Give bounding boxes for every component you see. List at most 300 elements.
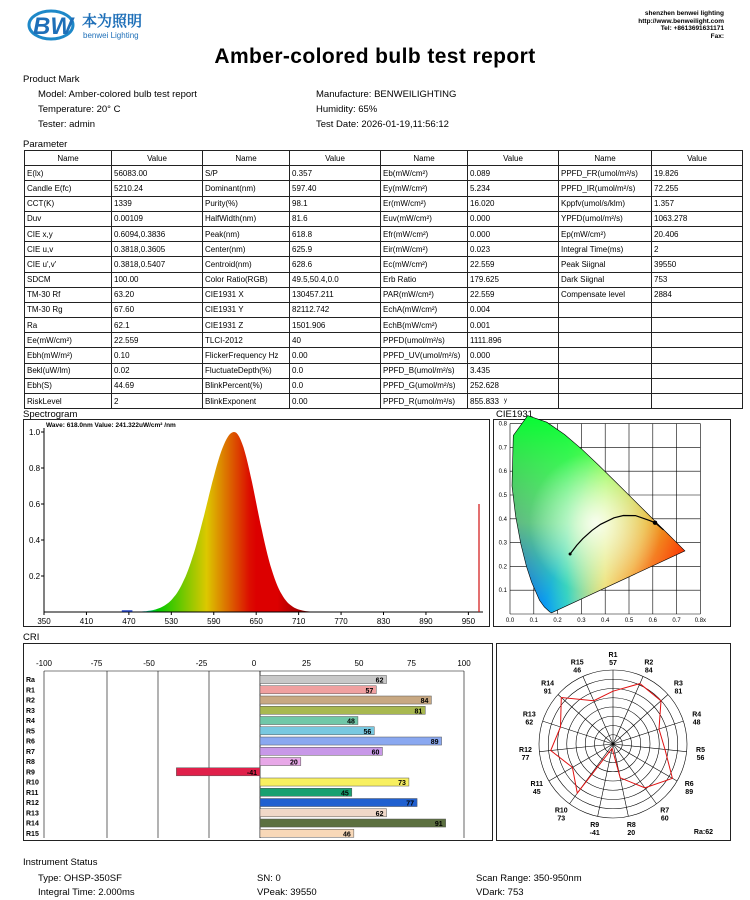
parameter-name-cell: Center(nm) [203, 242, 290, 257]
cie-x-tick-label: 0.2 [553, 618, 562, 624]
parameter-name-cell: RiskLevel [25, 394, 112, 409]
cri-bar-value-r4: 48 [347, 718, 355, 726]
parameter-value-cell: 39550 [652, 257, 743, 272]
cri-bar-value-r10: 73 [398, 780, 406, 787]
cie-x-tick-label: 0.5 [624, 618, 634, 624]
parameter-name-cell: EchA(mW/cm²) [381, 302, 468, 317]
spectrogram-x-tick-label: 830 [376, 617, 391, 626]
radar-value-r14: 91 [543, 688, 552, 696]
parameter-name-cell: Peak Siignal [559, 257, 652, 272]
parameter-value-cell: 44.69 [112, 378, 203, 393]
parameter-value-cell: 19.826 [652, 166, 743, 181]
instrument-status-label: Instrument Status [23, 857, 98, 868]
instrument-vpeak: VPeak: 39550 [257, 887, 317, 898]
parameter-row [25, 333, 743, 348]
radar-label-r10: R10 [554, 807, 568, 815]
parameter-header-cell: Name [203, 151, 290, 166]
spectrogram-chart [24, 420, 489, 626]
radar-label-r6: R6 [684, 781, 694, 788]
cie-x-tick-label: 0.3 [577, 618, 586, 624]
parameter-value-cell: 0.000 [468, 211, 559, 226]
parameter-name-cell: Kppfv(umol/s/klm) [559, 196, 652, 211]
cri-axis-tick-label: 100 [457, 659, 471, 668]
radar-ra-label: Ra:62 [693, 829, 713, 836]
parameter-table [24, 150, 743, 409]
parameter-value-cell: 2 [112, 394, 203, 409]
parameter-name-cell: Eir(mW/cm²) [381, 242, 468, 257]
radar-value-r15: 46 [573, 667, 582, 675]
cri-bar-value-ra: 62 [375, 677, 384, 685]
parameter-name-cell: PPFD(umol/m²/s) [381, 333, 468, 348]
parameter-value-cell: 22.559 [112, 333, 203, 348]
cie-y-tick-label: 0.7 [498, 445, 507, 452]
cri-row-label: R6 [26, 738, 35, 746]
cri-row-label: R10 [26, 779, 39, 787]
logo-letters: BW [33, 13, 73, 40]
parameter-header-cell: Name [559, 151, 652, 166]
cie-x-tick-label: 0.8x [694, 618, 707, 624]
company-tel: Tel: +8613691631171 [660, 25, 724, 32]
radar-value-r12: 77 [521, 754, 530, 762]
parameter-name-cell: Duv [25, 211, 112, 226]
cie1931-label: CIE1931 [496, 409, 533, 420]
parameter-value-cell: 0.02 [112, 363, 203, 378]
parameter-value-cell: 2884 [652, 287, 743, 302]
cri-axis-tick-label: -50 [143, 659, 155, 668]
parameter-name-cell: PAR(mW/cm²) [381, 287, 468, 302]
parameter-header-cell: Value [652, 151, 743, 166]
cri-row-label: R1 [26, 687, 35, 695]
cie-x-tick-label: 0.6 [648, 618, 657, 624]
cri-bar-r11 [260, 788, 352, 796]
spectrogram-x-tick-label: 710 [291, 617, 306, 626]
radar-value-r11: 45 [532, 789, 541, 796]
cri-row-label: R14 [26, 820, 39, 828]
spectrogram-x-tick-label: 770 [334, 617, 348, 626]
parameter-value-cell: 72.255 [652, 181, 743, 196]
spectrogram-label: Spectrogram [23, 409, 78, 420]
instrument-scan-range: Scan Range: 350-950nm [476, 873, 582, 884]
parameter-value-cell: 22.559 [468, 287, 559, 302]
tester-text: Tester: admin [38, 119, 96, 130]
parameter-name-cell: Purity(%) [203, 196, 290, 211]
parameter-name-cell: FlickerFrequency Hz [203, 348, 290, 363]
parameter-value-cell: 63.20 [112, 287, 203, 302]
spectrogram-y-tick-label: 1.0 [29, 428, 41, 437]
radar-label-r4: R4 [692, 711, 702, 719]
cri-axis-tick-label: 25 [302, 659, 311, 668]
cri-label: CRI [23, 632, 40, 643]
cri-bar-r3 [260, 706, 425, 714]
parameter-header-row [25, 151, 743, 166]
parameter-name-cell: Color Ratio(RGB) [203, 272, 290, 287]
radar-spoke [613, 721, 683, 744]
parameter-value-cell: 130457.211 [290, 287, 381, 302]
cri-bar-value-r13: 62 [375, 810, 384, 818]
cri-row-label: R15 [26, 830, 39, 838]
radar-value-r7: 60 [660, 815, 669, 823]
spectrogram-x-tick-label: 890 [419, 617, 433, 626]
parameter-header-cell: Name [25, 151, 112, 166]
parameter-name-cell: PPFD_G(umol/m²/s) [381, 378, 468, 393]
cri-row-label: R11 [26, 789, 39, 797]
parameter-name-cell: TM-30 Rg [25, 302, 112, 317]
parameter-name-cell: PPFD_UV(umol/m²/s) [381, 348, 468, 363]
parameter-value-cell: 0.00109 [112, 211, 203, 226]
radar-label-r5: R5 [696, 746, 705, 754]
parameter-name-cell: BlinkExponent [203, 394, 290, 409]
parameter-value-cell: 16.020 [468, 196, 559, 211]
company-logo [26, 8, 216, 42]
cie-x-tick-label: 0.4 [601, 618, 610, 624]
parameter-value-cell: 1.357 [652, 196, 743, 211]
parameter-name-cell [559, 394, 652, 409]
radar-label-r3: R3 [673, 680, 683, 688]
cri-bar-r2 [260, 696, 431, 704]
parameter-name-cell: Integral Time(ms) [559, 242, 652, 257]
cie-y-tick-label: 0.1 [498, 588, 507, 595]
parameter-value-cell: 40 [290, 333, 381, 348]
parameter-name-cell: EchB(mW/cm²) [381, 318, 468, 333]
radar-value-r1: 57 [609, 660, 617, 667]
parameter-value-cell: 0.023 [468, 242, 559, 257]
cri-bar-value-r3: 81 [414, 708, 423, 716]
radar-spoke [543, 721, 613, 744]
parameter-value-cell [652, 378, 743, 393]
radar-label-r2: R2 [644, 659, 654, 667]
parameter-value-cell: 100.00 [112, 272, 203, 287]
radar-value-r10: 73 [557, 815, 566, 823]
instrument-integral-time: Integral Time: 2.000ms [38, 887, 135, 898]
parameter-name-cell: PPFD_FR(umol/m²/s) [559, 166, 652, 181]
parameter-header-cell: Name [381, 151, 468, 166]
parameter-header-cell: Value [112, 151, 203, 166]
cri-row-label: R13 [26, 810, 39, 818]
cie-y-tick-label: y [504, 397, 507, 404]
cie-y-tick-label: 0.2 [498, 564, 507, 571]
cie-y-tick-label: 0.5 [498, 493, 507, 499]
cri-row-label: R7 [26, 748, 35, 756]
parameter-value-cell [652, 302, 743, 317]
cri-bar-r12 [260, 799, 417, 807]
parameter-value-cell: 0.0 [290, 363, 381, 378]
radar-label-r14: R14 [541, 680, 555, 688]
radar-value-r6: 89 [685, 789, 694, 796]
company-url[interactable]: http://www.benweilight.com [638, 17, 724, 25]
report-title: Amber-colored bulb test report [214, 45, 536, 68]
cri-row-label: Ra [26, 677, 35, 684]
spectrogram-x-tick-label: 950 [461, 617, 476, 626]
parameter-name-cell: Bekl(uW/lm) [25, 363, 112, 378]
cri-row-label: R9 [26, 769, 35, 777]
cie-y-tick-label: 0.3 [498, 540, 507, 547]
parameter-value-cell: 179.625 [468, 272, 559, 287]
parameter-value-cell: 0.004 [468, 302, 559, 317]
parameter-row [25, 318, 743, 333]
parameter-row [25, 348, 743, 363]
parameter-name-cell: CCT(K) [25, 196, 112, 211]
parameter-name-cell: S/P [203, 166, 290, 181]
radar-value-r13: 62 [525, 719, 534, 727]
parameter-value-cell: 0.357 [290, 166, 381, 181]
cri-row-label: R2 [26, 697, 35, 705]
parameter-name-cell: CIE u,v [25, 242, 112, 257]
parameter-row [25, 196, 743, 211]
cie-locus-start [569, 552, 572, 555]
cri-bar-r7 [260, 747, 382, 755]
parameter-header-cell: Value [468, 151, 559, 166]
parameter-row [25, 287, 743, 302]
radar-label-r9: R9 [590, 822, 600, 830]
parameter-name-cell: CIE x,y [25, 226, 112, 241]
radar-label-r8: R8 [626, 822, 636, 830]
cri-bar-value-r14: 91 [434, 821, 443, 828]
parameter-value-cell: 625.9 [290, 242, 381, 257]
parameter-value-cell: 67.60 [112, 302, 203, 317]
parameter-row [25, 302, 743, 317]
cri-bar-chart [24, 644, 492, 840]
parameter-name-cell: Erb Ratio [381, 272, 468, 287]
parameter-value-cell: 56083.00 [112, 166, 203, 181]
parameter-name-cell: SDCM [25, 272, 112, 287]
instrument-vdark: VDark: 753 [476, 887, 524, 898]
parameter-name-cell: Eb(mW/cm²) [381, 166, 468, 181]
parameter-name-cell: Candle E(fc) [25, 181, 112, 196]
cri-bar-value-r1: 57 [365, 687, 374, 695]
cri-radar-panel [496, 643, 731, 841]
parameter-value-cell: 0.000 [468, 226, 559, 241]
cri-bar-r10 [260, 778, 409, 786]
parameter-value-cell: 2 [652, 242, 743, 257]
humidity-text: Humidity: 65% [316, 104, 378, 115]
parameter-value-cell: 5.234 [468, 181, 559, 196]
parameter-value-cell: 0.001 [468, 318, 559, 333]
parameter-value-cell: 22.559 [468, 257, 559, 272]
parameter-name-cell [559, 318, 652, 333]
cri-bar-r15 [260, 829, 354, 837]
cie-y-tick-label: 0.8 [498, 421, 507, 428]
parameter-name-cell: Ee(mW/cm²) [25, 333, 112, 348]
parameter-header-cell: Value [290, 151, 381, 166]
temperature-text: Temperature: 20° C [38, 104, 121, 115]
parameter-name-cell: Peak(nm) [203, 226, 290, 241]
cri-bar-value-r8: 20 [290, 759, 298, 767]
parameter-value-cell: 855.833 [468, 394, 559, 409]
parameter-name-cell: Er(mW/cm²) [381, 196, 468, 211]
parameter-name-cell: Centroid(nm) [203, 257, 290, 272]
parameter-value-cell: 0.089 [468, 166, 559, 181]
cri-bar-r1 [260, 686, 376, 694]
spectrogram-x-tick-label: 410 [79, 617, 94, 626]
cie-measured-point [653, 521, 657, 525]
parameter-name-cell [559, 333, 652, 348]
parameter-name-cell: Euv(mW/cm²) [381, 211, 468, 226]
parameter-name-cell: PPFD_B(umol/m²/s) [381, 363, 468, 378]
cri-panel [23, 643, 493, 841]
parameter-name-cell: TM-30 Rf [25, 287, 112, 302]
parameter-name-cell [559, 348, 652, 363]
cri-bar-r4 [260, 717, 358, 725]
cri-radar-chart [497, 644, 730, 840]
parameter-name-cell: CIE u',v' [25, 257, 112, 272]
logo-mark [26, 8, 216, 42]
cri-bar-value-r9: -41 [246, 769, 257, 777]
logo-en-text: benwei Lighting [83, 31, 139, 40]
parameter-value-cell [652, 333, 743, 348]
instrument-type: Type: OHSP-350SF [38, 873, 122, 884]
cri-row-label: R4 [26, 718, 35, 725]
parameter-value-cell: 0.3818,0.3605 [112, 242, 203, 257]
product-mark-label: Product Mark [23, 74, 80, 85]
parameter-name-cell: Ec(mW/cm²) [381, 257, 468, 272]
cri-row-label: R12 [26, 800, 39, 807]
parameter-value-cell: 98.1 [290, 196, 381, 211]
cri-bar-value-r7: 60 [371, 749, 380, 757]
parameter-label: Parameter [23, 139, 68, 150]
parameter-value-cell [652, 318, 743, 333]
cri-bar-value-r11: 45 [341, 790, 349, 798]
parameter-value-cell: 0.10 [112, 348, 203, 363]
spectrogram-y-tick-label: 0.4 [29, 536, 41, 545]
radar-polygon [551, 684, 673, 794]
parameter-value-cell: 252.628 [468, 378, 559, 393]
cri-bar-r14 [260, 819, 446, 827]
parameter-value-cell [652, 363, 743, 378]
spectrogram-y-tick-label: 0.2 [29, 572, 41, 581]
parameter-row [25, 242, 743, 257]
parameter-value-cell: 618.8 [290, 226, 381, 241]
parameter-value-cell [652, 348, 743, 363]
parameter-name-cell: BlinkPercent(%) [203, 378, 290, 393]
model-text: Model: Amber-colored bulb test report [38, 89, 197, 100]
cie-y-tick-label: 0.4 [498, 516, 507, 523]
cri-bar-r5 [260, 727, 374, 735]
parameter-name-cell: YPFD(umol/m²/s) [559, 211, 652, 226]
spectrogram-x-tick-label: 470 [122, 617, 136, 626]
parameter-row [25, 181, 743, 196]
cri-row-label: R3 [26, 707, 35, 715]
radar-label-r15: R15 [570, 659, 584, 667]
parameter-row [25, 378, 743, 393]
parameter-name-cell: Ey(mW/cm²) [381, 181, 468, 196]
cri-row-label: R8 [26, 759, 35, 766]
cri-axis-tick-label: 75 [407, 659, 416, 668]
parameter-value-cell: 1111.896 [468, 333, 559, 348]
parameter-name-cell: Ra [25, 318, 112, 333]
cie-y-tick-label: 0.6 [498, 469, 507, 476]
company-fax: Fax: [710, 32, 724, 40]
logo-cn-text: 本为照明 [82, 13, 143, 30]
company-name: shenzhen benwei lighting [644, 10, 724, 17]
spectrogram-panel [23, 419, 490, 627]
radar-value-r4: 48 [692, 719, 701, 727]
cri-bar-value-r12: 77 [406, 800, 415, 808]
spectrogram-x-tick-label: 530 [164, 617, 178, 626]
manufacture-text: Manufacture: BENWEILIGHTING [316, 89, 457, 100]
cri-axis-tick-label: -25 [195, 659, 208, 668]
parameter-value-cell: 0.6094,0.3836 [112, 226, 203, 241]
spectrogram-readout: Wave: 618.0nm Value: 241.322uW/cm² /nm [46, 422, 176, 429]
cri-row-label: R5 [26, 728, 35, 736]
radar-value-r8: 20 [627, 830, 636, 838]
parameter-row [25, 211, 743, 226]
radar-label-r1: R1 [608, 652, 618, 659]
parameter-value-cell: 1501.906 [290, 318, 381, 333]
cri-bar-value-r6: 89 [430, 739, 439, 746]
parameter-value-cell: 0.000 [468, 348, 559, 363]
radar-label-r7: R7 [660, 807, 670, 815]
cri-bar-value-r2: 84 [420, 698, 429, 705]
instrument-sn: SN: 0 [257, 873, 281, 884]
test-date-text: Test Date: 2026-01-19,11:56:12 [316, 119, 449, 130]
cri-bar-value-r5: 56 [363, 728, 372, 736]
parameter-name-cell: Ep(mW/cm²) [559, 226, 652, 241]
parameter-name-cell: Dominant(nm) [203, 181, 290, 196]
parameter-name-cell: Efr(mW/cm²) [381, 226, 468, 241]
parameter-value-cell: 81.6 [290, 211, 381, 226]
parameter-value-cell: 1339 [112, 196, 203, 211]
parameter-value-cell: 0.00 [290, 394, 381, 409]
spectrogram-x-tick-label: 350 [37, 617, 51, 626]
cri-bar-r6 [260, 737, 442, 745]
spectrogram-y-tick-label: 0.6 [29, 500, 41, 509]
parameter-name-cell [559, 302, 652, 317]
radar-value-r3: 81 [674, 688, 683, 696]
parameter-name-cell: TLCI-2012 [203, 333, 290, 348]
parameter-value-cell: 628.6 [290, 257, 381, 272]
parameter-name-cell: CIE1931 X [203, 287, 290, 302]
cri-axis-tick-label: -75 [90, 659, 103, 668]
parameter-row [25, 363, 743, 378]
parameter-value-cell: 20.406 [652, 226, 743, 241]
radar-label-r13: R13 [522, 711, 536, 719]
parameter-row [25, 166, 743, 181]
parameter-value-cell: 0.3818,0.5407 [112, 257, 203, 272]
parameter-value-cell: 82112.742 [290, 302, 381, 317]
cie-x-tick-label: 0.1 [529, 618, 538, 624]
parameter-value-cell: 0.0 [290, 378, 381, 393]
parameter-name-cell: Compensate level [559, 287, 652, 302]
cri-axis-tick-label: 0 [251, 659, 257, 668]
parameter-value-cell: 62.1 [112, 318, 203, 333]
parameter-name-cell: Ebh(S) [25, 378, 112, 393]
radar-label-r11: R11 [530, 781, 544, 788]
parameter-row [25, 272, 743, 287]
spectrogram-x-tick-label: 590 [207, 617, 221, 626]
parameter-value-cell: 0.00 [290, 348, 381, 363]
cie-x-tick-label: 0.0 [505, 618, 515, 624]
parameter-value-cell: 597.40 [290, 181, 381, 196]
parameter-name-cell: HalfWidth(nm) [203, 211, 290, 226]
radar-value-r5: 56 [696, 754, 705, 762]
parameter-name-cell: E(lx) [25, 166, 112, 181]
radar-value-r9: -41 [589, 830, 600, 838]
cri-bar-r13 [260, 809, 386, 817]
parameter-value-cell: 753 [652, 272, 743, 287]
spectrogram-y-tick-label: 0.8 [29, 464, 41, 473]
spectrum-curve [122, 432, 334, 612]
parameter-row [25, 257, 743, 272]
parameter-name-cell: CIE1931 Z [203, 318, 290, 333]
cri-axis-tick-label: 50 [354, 659, 364, 668]
parameter-value-cell [652, 394, 743, 409]
parameter-name-cell [559, 363, 652, 378]
parameter-row [25, 394, 743, 409]
radar-value-r2: 84 [644, 667, 653, 675]
contact-block [638, 10, 724, 40]
cri-axis-tick-label: -100 [35, 659, 53, 668]
radar-spoke [558, 694, 613, 744]
